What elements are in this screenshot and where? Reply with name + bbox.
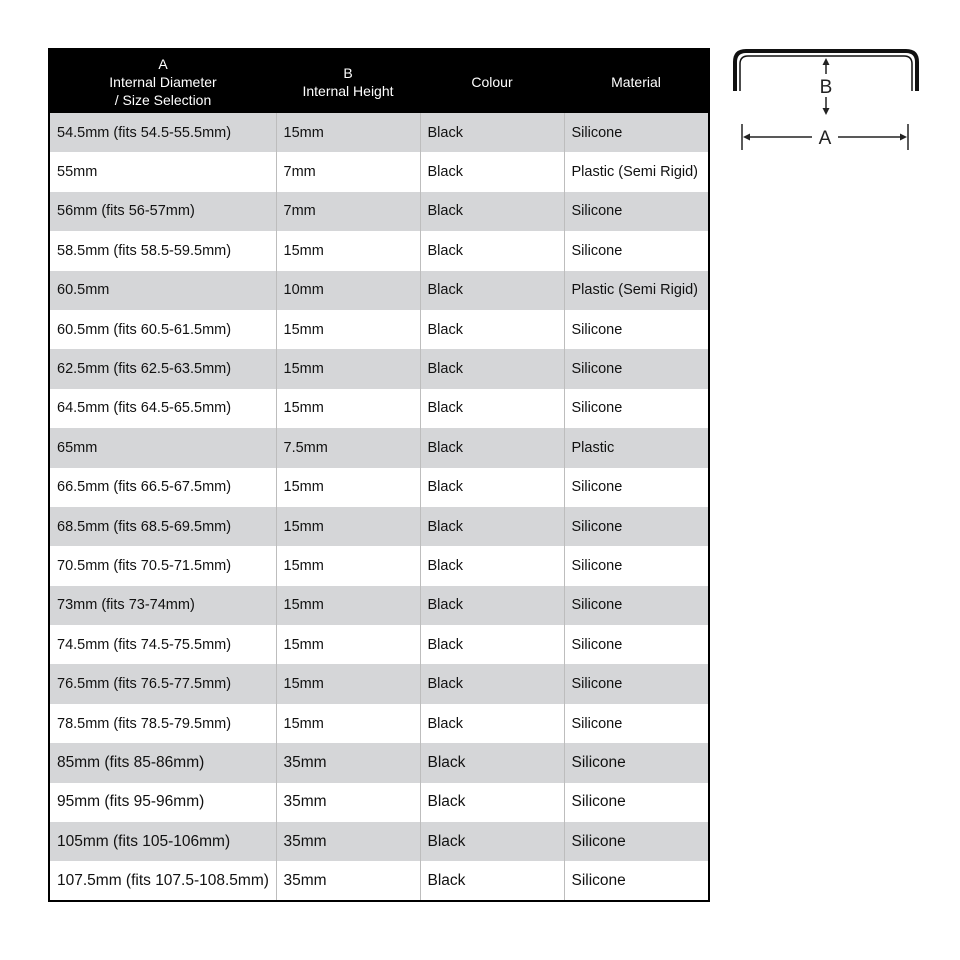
header-internal-diameter xyxy=(49,49,276,113)
cell-internal-diameter: 62.5mm (fits 62.5-63.5mm) xyxy=(49,349,276,388)
cell-internal-diameter: 85mm (fits 85-86mm) xyxy=(49,743,276,782)
table-row xyxy=(49,231,709,270)
header-line: Internal Diameter xyxy=(109,73,217,90)
cell-internal-diameter: 70.5mm (fits 70.5-71.5mm) xyxy=(49,546,276,585)
cell-colour: Black xyxy=(420,664,564,703)
cell-colour: Black xyxy=(420,743,564,782)
cell-material: Plastic (Semi Rigid) xyxy=(564,152,709,191)
header-line: B xyxy=(343,64,353,81)
cell-colour: Black xyxy=(420,428,564,467)
height-arrow-head-up xyxy=(823,58,830,65)
table-row xyxy=(49,822,709,861)
cell-colour: Black xyxy=(420,349,564,388)
cell-internal-height: 35mm xyxy=(276,743,420,782)
table-row xyxy=(49,271,709,310)
cell-material: Silicone xyxy=(564,783,709,822)
cell-internal-diameter: 54.5mm (fits 54.5-55.5mm) xyxy=(49,113,276,152)
cell-internal-diameter: 95mm (fits 95-96mm) xyxy=(49,783,276,822)
cap-dimension-diagram xyxy=(728,44,924,160)
cell-internal-height: 15mm xyxy=(276,468,420,507)
cell-internal-diameter: 66.5mm (fits 66.5-67.5mm) xyxy=(49,468,276,507)
header-material xyxy=(564,49,709,113)
cell-colour: Black xyxy=(420,231,564,270)
table-row xyxy=(49,586,709,625)
cell-internal-height: 35mm xyxy=(276,822,420,861)
cell-material: Plastic xyxy=(564,428,709,467)
cell-material: Silicone xyxy=(564,704,709,743)
table-row xyxy=(49,428,709,467)
cell-internal-height: 15mm xyxy=(276,704,420,743)
cell-colour: Black xyxy=(420,113,564,152)
cell-colour: Black xyxy=(420,192,564,231)
cell-internal-height: 15mm xyxy=(276,231,420,270)
cell-internal-height: 35mm xyxy=(276,783,420,822)
cell-internal-height: 7mm xyxy=(276,192,420,231)
cell-material: Silicone xyxy=(564,192,709,231)
width-label: A xyxy=(818,128,832,149)
table-header-row xyxy=(49,49,709,113)
cell-colour: Black xyxy=(420,546,564,585)
cap-diagram-svg xyxy=(728,44,924,160)
cell-internal-diameter: 65mm xyxy=(49,428,276,467)
cell-material: Silicone xyxy=(564,664,709,703)
cell-internal-diameter: 64.5mm (fits 64.5-65.5mm) xyxy=(49,389,276,428)
table-row xyxy=(49,507,709,546)
height-label: B xyxy=(819,77,833,98)
table-row xyxy=(49,310,709,349)
cell-material: Silicone xyxy=(564,389,709,428)
cell-colour: Black xyxy=(420,783,564,822)
cell-internal-diameter: 78.5mm (fits 78.5-79.5mm) xyxy=(49,704,276,743)
cell-colour: Black xyxy=(420,586,564,625)
cell-internal-height: 7.5mm xyxy=(276,428,420,467)
table-row xyxy=(49,389,709,428)
cell-colour: Black xyxy=(420,310,564,349)
cell-material: Silicone xyxy=(564,468,709,507)
cell-internal-diameter: 60.5mm xyxy=(49,271,276,310)
table-row xyxy=(49,349,709,388)
header-colour xyxy=(420,49,564,113)
table-row xyxy=(49,625,709,664)
cell-internal-height: 15mm xyxy=(276,546,420,585)
table-row xyxy=(49,546,709,585)
table-row xyxy=(49,664,709,703)
width-arrow-head-right xyxy=(900,134,907,141)
cell-material: Silicone xyxy=(564,310,709,349)
cell-material: Silicone xyxy=(564,546,709,585)
size-table xyxy=(48,48,710,902)
cell-internal-diameter: 55mm xyxy=(49,152,276,191)
cell-material: Silicone xyxy=(564,507,709,546)
header-line: Colour xyxy=(471,73,513,90)
cell-internal-diameter: 60.5mm (fits 60.5-61.5mm) xyxy=(49,310,276,349)
cell-internal-diameter: 56mm (fits 56-57mm) xyxy=(49,192,276,231)
table-row xyxy=(49,704,709,743)
table-row xyxy=(49,468,709,507)
table-row xyxy=(49,743,709,782)
cell-material: Silicone xyxy=(564,743,709,782)
cell-colour: Black xyxy=(420,704,564,743)
cell-internal-height: 7mm xyxy=(276,152,420,191)
table-body xyxy=(49,113,709,901)
cell-internal-diameter: 105mm (fits 105-106mm) xyxy=(49,822,276,861)
cell-internal-height: 15mm xyxy=(276,507,420,546)
cell-internal-height: 35mm xyxy=(276,861,420,900)
table-row xyxy=(49,783,709,822)
cell-internal-height: 10mm xyxy=(276,271,420,310)
cell-internal-height: 15mm xyxy=(276,664,420,703)
cell-internal-height: 15mm xyxy=(276,113,420,152)
table-row xyxy=(49,192,709,231)
cell-material: Plastic (Semi Rigid) xyxy=(564,271,709,310)
header-line: Internal Height xyxy=(302,82,394,99)
cell-colour: Black xyxy=(420,389,564,428)
cell-internal-diameter: 74.5mm (fits 74.5-75.5mm) xyxy=(49,625,276,664)
header-line: A xyxy=(158,55,168,72)
header-line: Material xyxy=(611,73,661,90)
cell-internal-diameter: 73mm (fits 73-74mm) xyxy=(49,586,276,625)
cell-material: Silicone xyxy=(564,586,709,625)
height-arrow-head-down xyxy=(823,108,830,115)
cell-material: Silicone xyxy=(564,861,709,900)
header-internal-height xyxy=(276,49,420,113)
cell-material: Silicone xyxy=(564,113,709,152)
cell-internal-height: 15mm xyxy=(276,310,420,349)
table-row xyxy=(49,152,709,191)
cell-internal-height: 15mm xyxy=(276,389,420,428)
cell-material: Silicone xyxy=(564,625,709,664)
cell-internal-height: 15mm xyxy=(276,586,420,625)
cell-internal-diameter: 58.5mm (fits 58.5-59.5mm) xyxy=(49,231,276,270)
table-row xyxy=(49,861,709,900)
cell-internal-diameter: 68.5mm (fits 68.5-69.5mm) xyxy=(49,507,276,546)
cell-colour: Black xyxy=(420,507,564,546)
cell-internal-height: 15mm xyxy=(276,349,420,388)
cell-colour: Black xyxy=(420,152,564,191)
header-line: / Size Selection xyxy=(114,91,212,108)
cell-internal-diameter: 107.5mm (fits 107.5-108.5mm) xyxy=(49,861,276,900)
width-arrow-head-left xyxy=(743,134,750,141)
cell-material: Silicone xyxy=(564,822,709,861)
cell-internal-diameter: 76.5mm (fits 76.5-77.5mm) xyxy=(49,664,276,703)
cell-material: Silicone xyxy=(564,231,709,270)
cell-internal-height: 15mm xyxy=(276,625,420,664)
cell-colour: Black xyxy=(420,271,564,310)
cell-colour: Black xyxy=(420,468,564,507)
cell-colour: Black xyxy=(420,625,564,664)
cell-colour: Black xyxy=(420,822,564,861)
table-row xyxy=(49,113,709,152)
cell-colour: Black xyxy=(420,861,564,900)
cell-material: Silicone xyxy=(564,349,709,388)
